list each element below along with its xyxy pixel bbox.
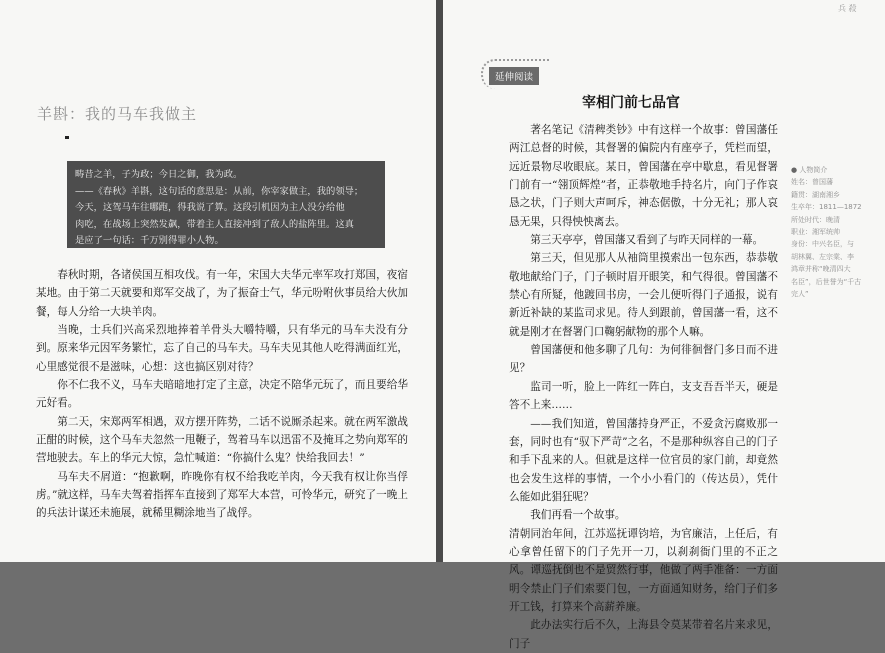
sidenote-line: 身份：中兴名臣，与	[791, 240, 854, 249]
quote-line: 畴昔之羊，子为政；今日之御，我为政。	[75, 169, 243, 180]
quote-line: 今天，这驾马车往哪跑，得我说了算。这段引机因为主人没分给他	[75, 202, 345, 214]
quote-line: 是应了一句话：千万别得罪小人物。	[75, 235, 224, 247]
paragraph: 著名笔记《清稗类钞》中有这样一个故事：曾国藩任两江总督的时候，其督署的偏院内有座亭子，凭栏而望，远近景物尽收眼底。某日，曾国藩在亭中歇息，看见督署门前有一“翎顶辉煌”者，正恭敬地手持名片，向门子作哀恳之状，门子则大声呵斥，神态倨傲，十分无礼；那人哀恳无果，只得怏怏离去。	[509, 124, 778, 228]
article-title: 宰相门前七品官	[582, 95, 680, 111]
extended-reading-badge	[489, 65, 539, 85]
paragraph: 我们再看一个故事。	[530, 509, 626, 522]
paragraph: ——我们知道，曾国藩持身严正，不爱贪污腐败那一套，同时也有“驭下严苛”之名，不是那种纵容自己的门子和手下乱来的人。但就是这样一位官员的家门前，却竟然也会发生这样的事情，一个小小看门的（传达员），凭什么能如此猖狂呢？	[509, 417, 778, 503]
left-page	[0, 0, 436, 562]
paragraph: 当晚，士兵们兴高采烈地捧着羊骨头大嚼特嚼，只有华元的马车夫没有分到。原来华元因军务繁忙，忘了自己的马车夫。马车夫见其他人吃得满面红光，心里感觉很不是滋味，心想：这也搞区别对待？	[36, 324, 408, 373]
sidenote-line: 名臣”，后世誉为“千古	[791, 277, 862, 286]
paragraph: 第二天，宋郑两军相遇，双方摆开阵势，二话不说厮杀起来。就在两军激战正酣的时候，这个马车夫忽然一甩鞭子，驾着马车以迅雷不及掩耳之势向郑军的营地驶去。车上的华元大惊，急忙喊道：“你搞什么鬼？快给我回去！”	[36, 415, 408, 465]
side-note	[791, 164, 883, 300]
bullet-icon: ●	[791, 166, 800, 174]
sidenote-line: 籍贯：湖南湘乡	[791, 190, 840, 199]
sidenote-line: 生卒年：1811—1872	[791, 203, 862, 212]
quote-box	[67, 161, 385, 248]
paragraph: 第三天亭亭，曾国藩又看到了与昨天同样的一幕。	[530, 234, 764, 247]
paragraph: 监司一听，脸上一阵红一阵白，支支吾吾半天，硬是答不上来……	[509, 380, 778, 412]
paragraph: 此办法实行后不久，上海县令莫某带着名片来求见，门子	[509, 619, 778, 650]
paragraph: 你不仁我不义，马车夫暗暗地打定了主意，决定不陪华元玩了，而且要给华元好看。	[36, 379, 408, 410]
right-body-text	[509, 121, 778, 653]
sidenote-line: 完人”	[791, 290, 809, 299]
badge-label: 延伸阅读	[489, 67, 539, 85]
quote-line: 肉吃，在战场上突然发飙，带着主人直接冲到了敌人的盐阵里。这真	[75, 218, 354, 230]
page-footer-dots	[60, 558, 120, 562]
sidenote-line: 所处时代：晚清	[791, 215, 840, 224]
sidenote-heading: 人物简介	[799, 166, 828, 174]
quote-line: ——《春秋》羊斟，这句话的意思是：从前，你宰家做主，我的领导；	[75, 185, 364, 197]
left-body-text	[36, 266, 408, 523]
sidenote-line: 胡林翼、左宗棠、李	[791, 252, 854, 261]
paragraph: 清朝同治年间，江苏巡抚谭钧培，为官廉洁，上任后，有心拿曾任留下的门子先开一刀，以刹刹衙门里的不正之风。谭巡抚倒也不是贸然行事，他做了两手准备：一方面明令禁止门子们索要门包，一方面通知财务，给门子们多开工钱，打算来个高薪养廉。	[509, 527, 778, 613]
chapter-title: 羊斟：我的马车我做主	[37, 105, 198, 123]
running-head: 兵 殺	[838, 4, 857, 13]
paragraph: 春秋时期，各诸侯国互相攻伐。有一年，宋国大夫华元率军攻打郑国，夜宿某地。由于第二天就要和郑军交战了，为了振奋士气，华元吩咐伙事员给大伙加餐，每人分给一大块羊肉。	[36, 269, 408, 318]
sidenote-line: 鸿章并称“晚清四大	[791, 265, 851, 274]
page-gutter	[436, 0, 443, 562]
title-mark	[65, 136, 69, 139]
paragraph: 第三天，但见那人从袖筒里摸索出一包东西，恭恭敬敬地献给门子，门子顿时眉开眼笑，和气得很。曾国藩不禁心有所疑，他踱回书房，一会儿便听得门子通报，说有新近补缺的某监司求见。待人到跟前，曾国藩一看，这不就是刚才在督署门口鞠躬献物的那个人嘛。	[509, 252, 778, 338]
sidenote-line: 姓名：曾国藩	[791, 178, 833, 187]
paragraph: 曾国藩便和他多聊了几句：为何徘徊督门多日而不进见？	[509, 344, 778, 375]
sidenote-line: 职业：湘军统帅	[791, 228, 840, 237]
paragraph: 马车夫不屑道：“抱歉啊，昨晚你有权不给我吃羊肉，今天我有权让你当俘虏。”就这样，马车夫驾着指挥车直接到了郑军大本营，可怜华元，研究了一晚上的兵法计谋还未施展，就稀里糊涂地当了战俘。	[36, 470, 408, 520]
